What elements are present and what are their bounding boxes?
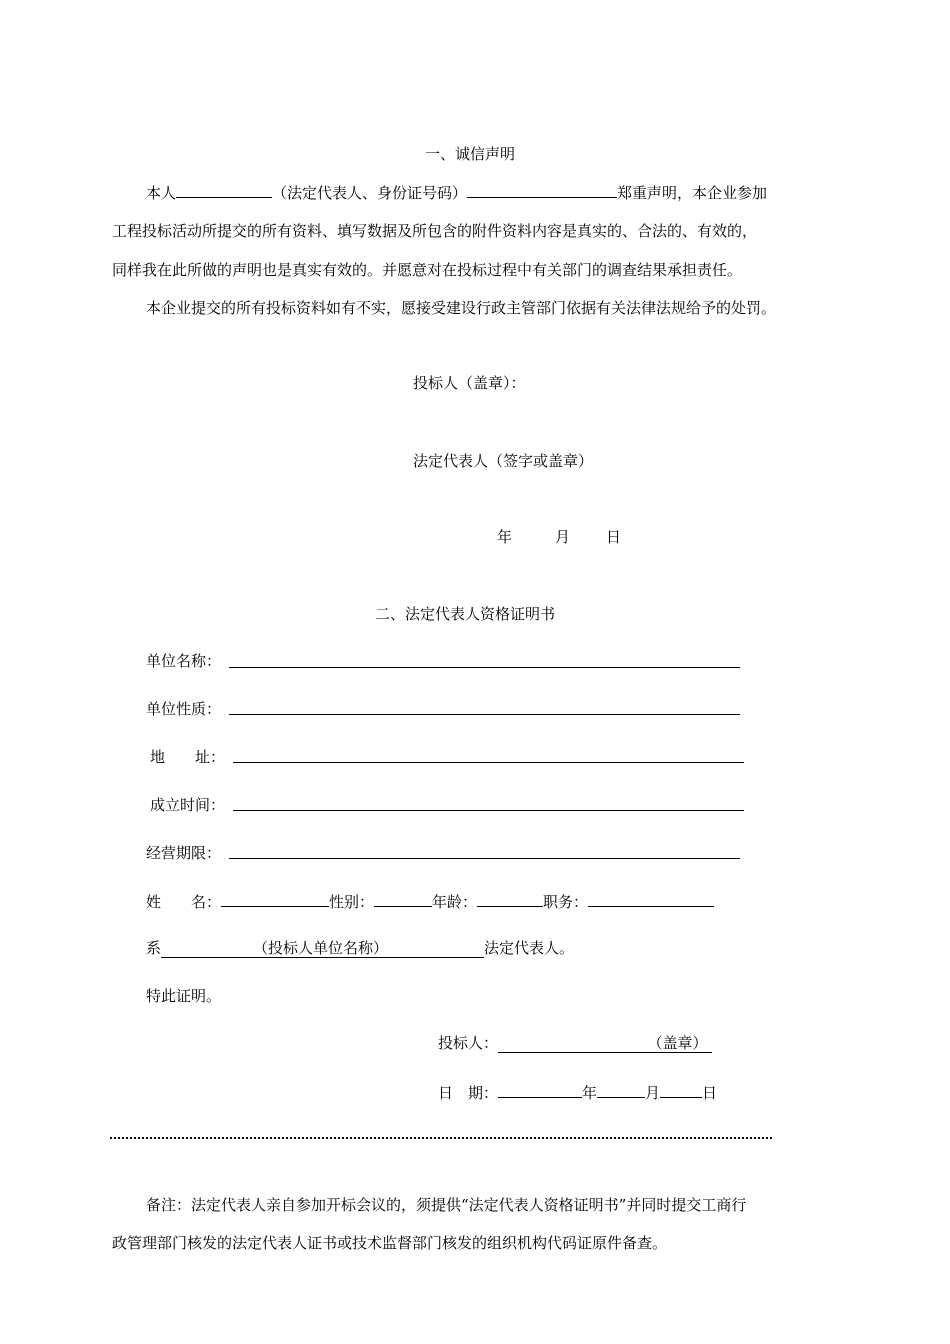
bidder-label: 投标人： [438, 1034, 499, 1052]
declarant-id-field[interactable] [467, 181, 617, 198]
legal-rep-statement [146, 938, 574, 958]
seal-hint: （盖章） [655, 1034, 708, 1052]
date-year-field[interactable] [498, 1081, 582, 1098]
declaration-suffix: 郑重声明，本企业参加 [617, 184, 768, 202]
unit-nature-label: 单位性质： [146, 700, 222, 718]
bidder-unit-name-field[interactable] [161, 939, 484, 958]
position-label: 职务： [543, 893, 589, 911]
sign-date-month: 月 [555, 528, 571, 546]
address-field[interactable] [233, 762, 744, 763]
section2-title: 二、法定代表人资格证明书 [375, 605, 556, 623]
date-row [438, 1081, 717, 1103]
declaration-id-hint: （法定代表人、身份证号码） [272, 184, 468, 202]
term-label: 经营期限： [146, 844, 222, 862]
date-day-label: 日 [702, 1084, 718, 1102]
date-month-field[interactable] [597, 1081, 645, 1098]
statement-prefix: 系 [146, 939, 162, 957]
certify-text: 特此证明。 [146, 987, 222, 1005]
declaration-prefix: 本人 [146, 184, 177, 202]
declaration-line1 [146, 181, 767, 203]
personal-info-row [146, 890, 714, 912]
statement-suffix: 法定代表人。 [484, 939, 575, 957]
dotted-divider [110, 1137, 772, 1139]
declarant-name-field[interactable] [176, 181, 272, 198]
date-day-field[interactable] [660, 1081, 702, 1098]
date-month-label: 月 [645, 1084, 661, 1102]
bidder-row [438, 1033, 712, 1053]
age-field[interactable] [477, 890, 543, 907]
legal-rep-sign-label: 法定代表人（签字或盖章） [413, 452, 594, 470]
established-label: 成立时间： [150, 796, 226, 814]
gender-label: 性别： [329, 893, 375, 911]
term-field[interactable] [229, 858, 740, 859]
unit-nature-field[interactable] [229, 714, 740, 715]
position-field[interactable] [588, 890, 714, 907]
date-label: 日 期： [438, 1084, 499, 1102]
unit-name-field[interactable] [229, 667, 740, 668]
note-line1: 备注：法定代表人亲自参加开标会议的，须提供“法定代表人资格证明书”并同时提交工商行 [146, 1196, 747, 1214]
unit-name-label: 单位名称： [146, 652, 222, 670]
sign-date-year: 年 [497, 528, 513, 546]
sign-date-day: 日 [606, 528, 622, 546]
date-year-label: 年 [582, 1084, 598, 1102]
declaration-line3: 同样我在此所做的声明也是真实有效的。并愿意对在投标过程中有关部门的调查结果承担责任。 [112, 261, 743, 279]
declaration-paragraph2: 本企业提交的所有投标资料如有不实，愿接受建设行政主管部门依据有关法律法规给予的处罚。 [146, 299, 777, 317]
bidder-unit-name-hint: （投标人单位名称） [253, 939, 389, 957]
address-label: 地 址： [150, 748, 226, 766]
age-label: 年龄： [432, 893, 478, 911]
section1-title: 一、诚信声明 [425, 145, 516, 163]
declaration-line2: 工程投标活动所提交的所有资料、填写数据及所包含的附件资料内容是真实的、合法的、有效的， [112, 222, 758, 240]
bidder-field[interactable] [498, 1034, 712, 1053]
name-label: 姓 名： [146, 893, 222, 911]
bidder-seal-label: 投标人（盖章）： [413, 374, 526, 392]
gender-field[interactable] [374, 890, 432, 907]
name-field[interactable] [221, 890, 329, 907]
note-line2: 政管理部门核发的法定代表人证书或技术监督部门核发的组织机构代码证原件备查。 [112, 1234, 668, 1252]
established-field[interactable] [233, 810, 744, 811]
